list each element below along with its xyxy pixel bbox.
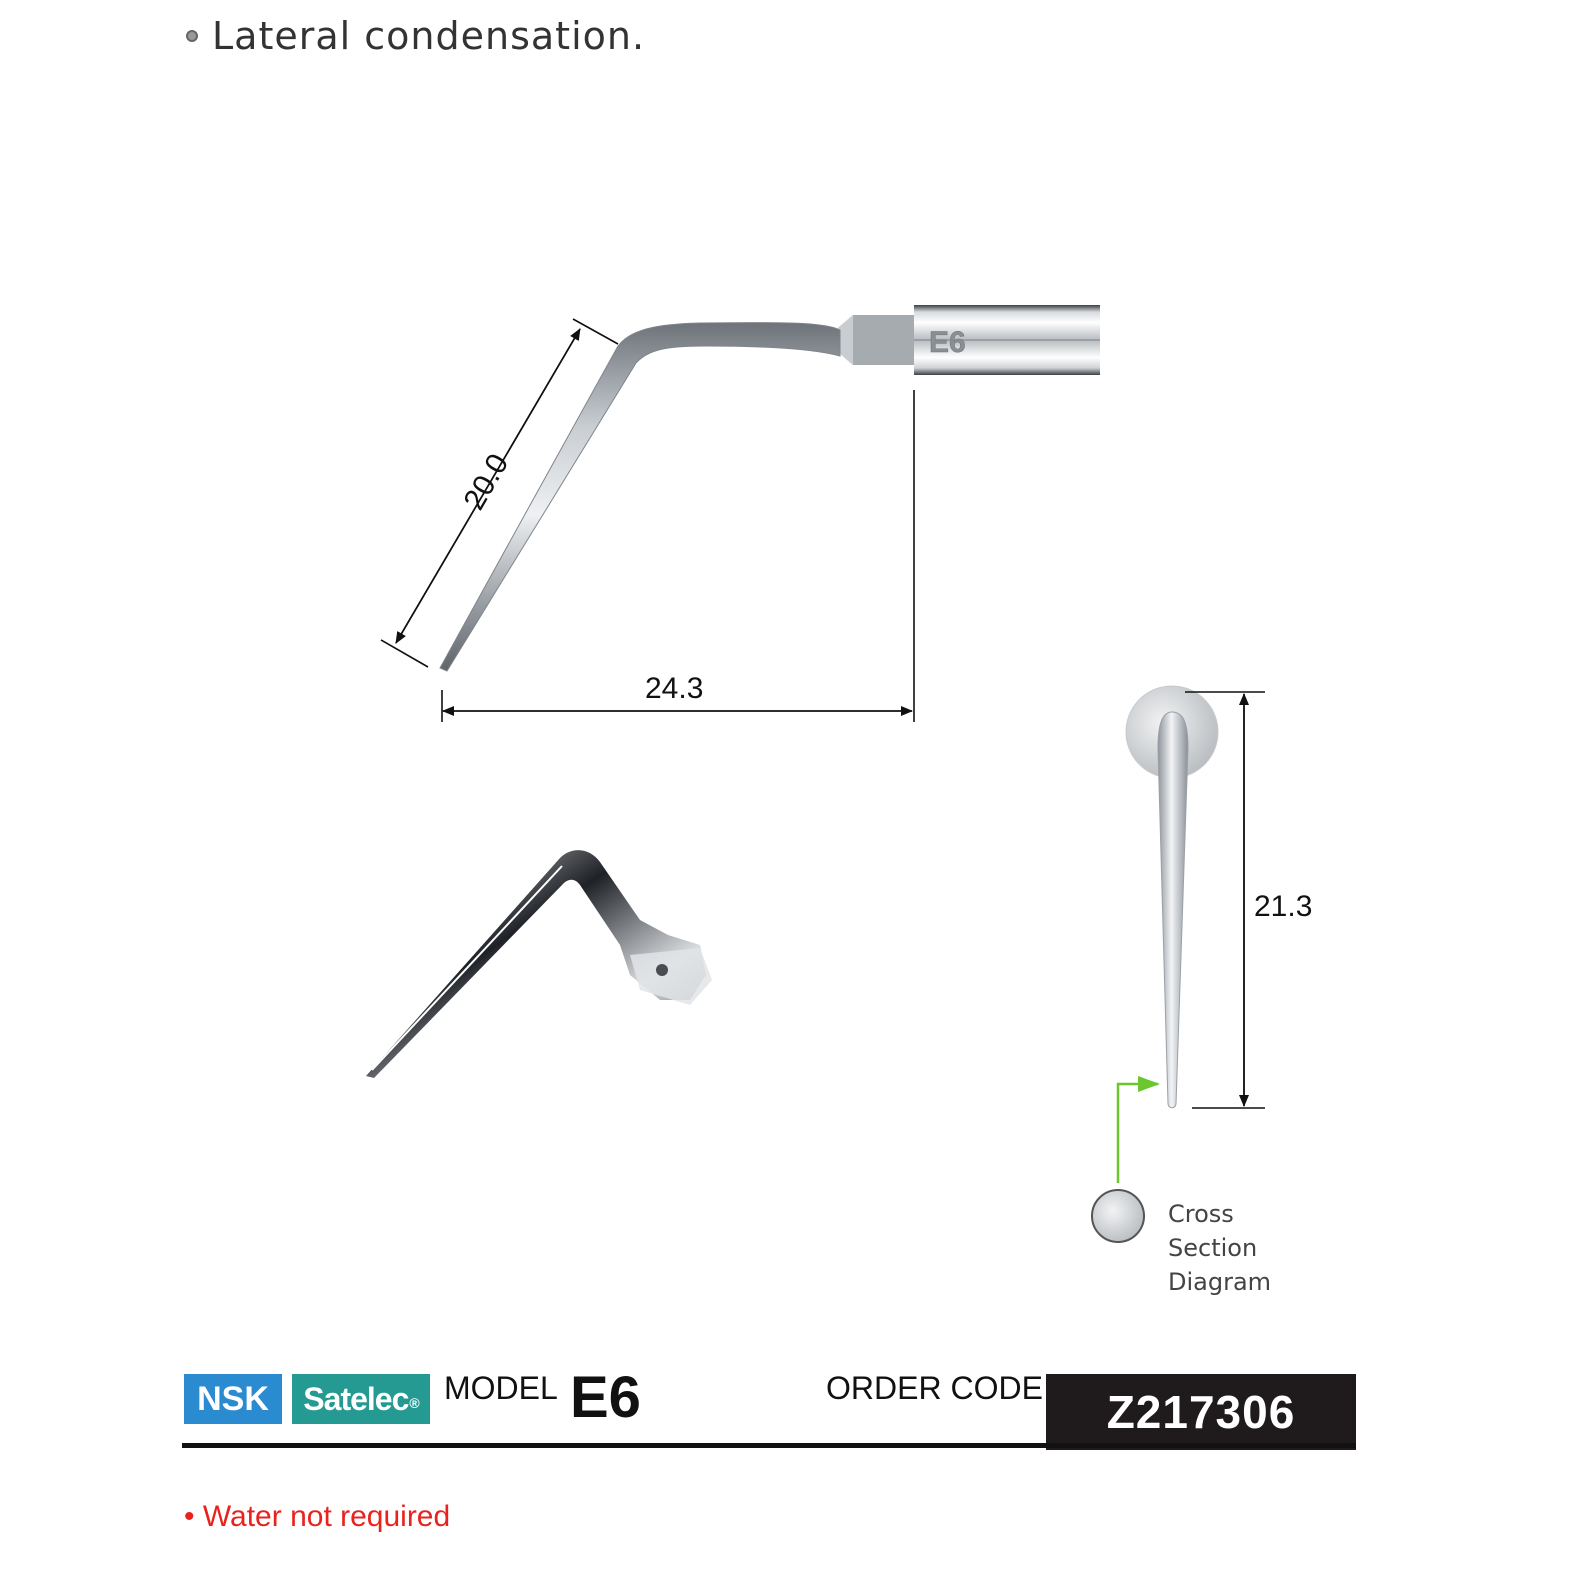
water-note: • Water not required [184, 1500, 451, 1533]
cross-section-label-line: Cross [1168, 1200, 1234, 1228]
heading-text: Lateral condensation. [212, 14, 646, 58]
dimension-angled [381, 319, 618, 667]
cross-section-pointer-arrow-icon [1118, 1084, 1158, 1183]
model-value: E6 [570, 1365, 641, 1430]
registered-mark-icon: ® [409, 1395, 419, 1411]
cross-section-label-line: Diagram [1168, 1268, 1272, 1296]
dimension-horizontal-label: 24.3 [645, 672, 704, 705]
cross-section-circle-icon [1092, 1190, 1144, 1242]
order-code-label: ORDER CODE [826, 1370, 1043, 1406]
brand-nsk-label: NSK [197, 1379, 269, 1418]
front-view-tip [1126, 686, 1218, 1108]
dimension-vertical-label: 21.3 [1254, 890, 1313, 923]
side-view-tip [440, 305, 1100, 671]
tip-marking: E6 [929, 326, 966, 359]
model-label: MODEL [444, 1370, 558, 1406]
brand-satelec-logo [292, 1374, 430, 1424]
cross-section-label [1168, 1197, 1271, 1299]
cross-section-label-line: Section [1168, 1234, 1258, 1262]
dimension-angled-label: 20.0 [457, 448, 516, 516]
footer-divider [182, 1443, 1356, 1448]
order-code-value [1046, 1374, 1356, 1450]
brand-nsk-logo [184, 1374, 282, 1424]
brand-satelec-label: Satelec [303, 1380, 409, 1417]
order-code-text: Z217306 [1106, 1386, 1296, 1438]
photo-view-tip [366, 850, 712, 1078]
